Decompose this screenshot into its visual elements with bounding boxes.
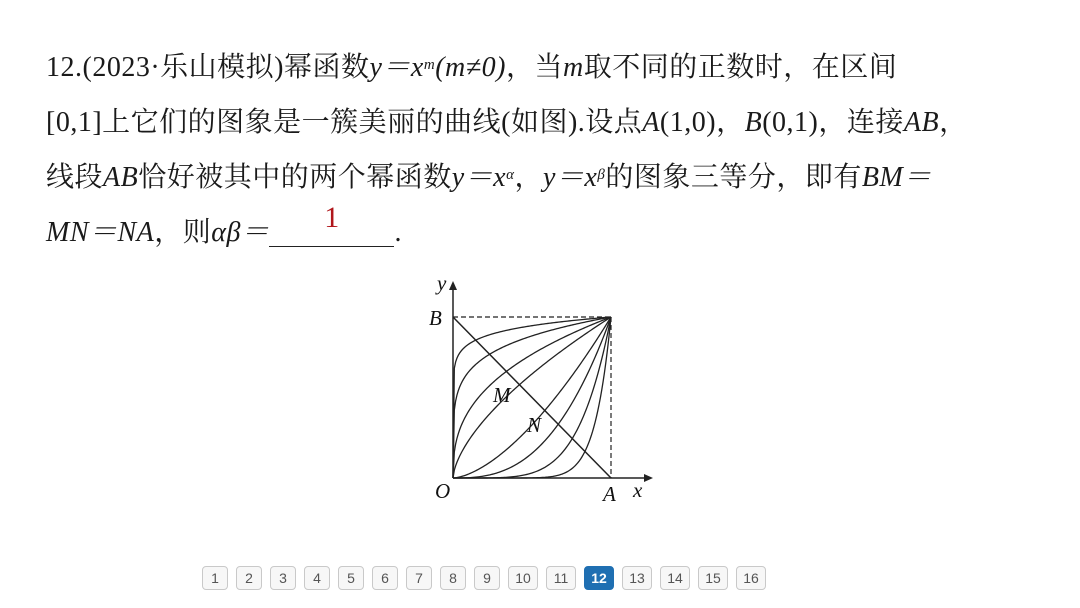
- text-segment: 的图象三等分，即有: [605, 162, 862, 193]
- pagination: [202, 566, 766, 591]
- page-button-11[interactable]: 11: [546, 566, 576, 590]
- page-button-10[interactable]: 10: [508, 566, 538, 590]
- math-expression: (m≠0): [435, 52, 506, 83]
- page-button-12[interactable]: 12: [584, 566, 614, 590]
- text-segment: ，则: [154, 217, 212, 248]
- text-segment: .: [394, 217, 402, 248]
- label-B: B: [429, 306, 442, 330]
- math-expression: y＝x: [369, 52, 424, 83]
- text-segment: 取不同的正数时，在区间: [583, 52, 898, 83]
- problem-number: 12.(2023·乐山模拟): [46, 52, 284, 83]
- label-x: x: [633, 478, 643, 502]
- math-variable: AB: [103, 162, 139, 193]
- power-function-figure: [415, 268, 675, 508]
- math-expression: MN＝NA: [46, 217, 155, 248]
- page-button-5[interactable]: 5: [338, 566, 364, 590]
- exponent: m: [423, 57, 436, 73]
- label-A: A: [603, 482, 616, 506]
- math-variable: m: [562, 52, 584, 83]
- y-axis-arrow: [449, 281, 457, 290]
- exponent: β: [597, 167, 606, 183]
- page-button-8[interactable]: 8: [440, 566, 466, 590]
- page-button-7[interactable]: 7: [406, 566, 432, 590]
- math-expression: BM＝: [861, 162, 932, 193]
- text-segment: ，当: [505, 52, 563, 83]
- page-button-3[interactable]: 3: [270, 566, 296, 590]
- math-expression: y＝x: [451, 162, 507, 193]
- page-button-15[interactable]: 15: [698, 566, 728, 590]
- exponent: α: [506, 167, 515, 183]
- page-button-1[interactable]: 1: [202, 566, 228, 590]
- label-y: y: [437, 271, 447, 295]
- answer-value: 1: [324, 201, 340, 234]
- page-button-9[interactable]: 9: [474, 566, 500, 590]
- page-button-13[interactable]: 13: [622, 566, 652, 590]
- label-N: N: [527, 413, 542, 437]
- label-O: O: [435, 479, 451, 503]
- math-expression: y＝x: [543, 162, 598, 193]
- math-expression: αβ＝: [211, 217, 270, 248]
- text-segment: (1,0)，: [659, 107, 745, 138]
- math-variable: AB: [903, 107, 940, 138]
- text-segment: 恰好被其中的两个幂函数: [138, 162, 452, 193]
- math-variable: B: [744, 107, 763, 138]
- text-segment: 线段: [46, 162, 104, 193]
- page-button-4[interactable]: 4: [304, 566, 330, 590]
- problem-text: [46, 40, 1046, 260]
- x-axis-arrow: [644, 474, 653, 482]
- text-segment: [0,1]上它们的图象是一簇美丽的曲线(如图).设点: [46, 107, 643, 138]
- text-segment: ，: [514, 162, 543, 193]
- page-button-14[interactable]: 14: [660, 566, 690, 590]
- page-button-16[interactable]: 16: [736, 566, 766, 590]
- answer-blank: [269, 201, 394, 247]
- math-variable: A: [642, 107, 660, 138]
- page-button-6[interactable]: 6: [372, 566, 398, 590]
- text-segment: ，: [939, 107, 968, 138]
- text-segment: 幂函数: [283, 52, 370, 83]
- label-M: M: [493, 383, 511, 407]
- text-segment: (0,1)，连接: [762, 107, 904, 138]
- page-button-2[interactable]: 2: [236, 566, 262, 590]
